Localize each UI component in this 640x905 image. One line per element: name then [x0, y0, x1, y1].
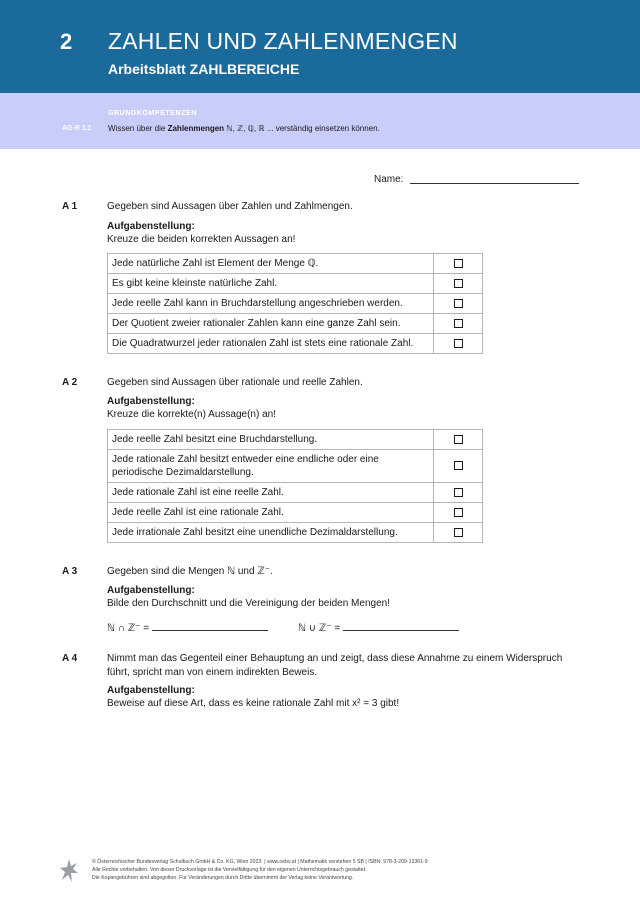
name-field[interactable]	[410, 183, 579, 184]
option-checkbox[interactable]	[454, 279, 463, 288]
task-a4-label: A 4	[62, 653, 78, 664]
intersection-input[interactable]	[152, 621, 268, 631]
task-a2-aufgabe-text: Kreuze die korrekte(n) Aussage(n) an!	[107, 409, 276, 420]
publisher-logo-icon	[60, 858, 78, 884]
task-a2-options-table	[107, 429, 483, 543]
task-a1-intro: Gegeben sind Aussagen über Zahlen und Zahlmengen.	[107, 201, 353, 212]
task-a4-aufgabe-title: Aufgabenstellung:	[107, 685, 195, 696]
task-a4-aufgabe-text: Beweise auf diese Art, dass es keine rationale Zahl mit x² = 3 gibt!	[107, 698, 400, 709]
option-text: Es gibt keine kleinste natürliche Zahl.	[108, 274, 434, 294]
task-a4-intro: Nimmt man das Gegenteil einer Behauptung an und zeigt, dass diese Annahme zu einem Widerspruch führt, spricht man von einem indirekten Beweis.	[107, 653, 563, 678]
option-checkbox[interactable]	[454, 339, 463, 348]
option-checkbox[interactable]	[454, 299, 463, 308]
option-text: Die Quadratwurzel jeder rationalen Zahl ist stets eine rationale Zahl.	[108, 334, 434, 354]
competency-heading: GRUNDKOMPETENZEN	[108, 110, 197, 117]
option-text: Jede reelle Zahl besitzt eine Bruchdarstellung.	[108, 430, 434, 450]
option-checkbox[interactable]	[454, 488, 463, 497]
option-row	[108, 503, 483, 523]
option-text: Der Quotient zweier rationaler Zahlen kann eine ganze Zahl sein.	[108, 314, 434, 334]
option-text: Jede irrationale Zahl besitzt eine unendliche Dezimaldarstellung.	[108, 523, 434, 543]
chapter-title: ZAHLEN UND ZAHLENMENGEN	[108, 28, 458, 54]
option-row	[108, 523, 483, 543]
name-label: Name:	[374, 174, 404, 185]
option-text: Jede rationale Zahl besitzt entweder eine endliche oder eine periodische Dezimaldarstellung.	[108, 450, 434, 483]
task-a1-aufgabe-text: Kreuze die beiden korrekten Aussagen an!	[107, 234, 296, 245]
task-a1-options-table	[107, 253, 483, 354]
option-row	[108, 274, 483, 294]
intersection-expression: ℕ ∩ ℤ⁻ =	[107, 623, 150, 634]
option-text: Jede reelle Zahl kann in Bruchdarstellung angeschrieben werden.	[108, 294, 434, 314]
task-a3-aufgabe-text: Bilde den Durchschnitt und die Vereinigung der beiden Mengen!	[107, 598, 390, 609]
competency-band	[0, 93, 640, 149]
option-row	[108, 334, 483, 354]
competency-code: AG-R 1.1	[62, 125, 92, 132]
task-a2-aufgabe-title: Aufgabenstellung:	[107, 396, 195, 407]
option-checkbox[interactable]	[454, 435, 463, 444]
task-a1-label: A 1	[62, 201, 78, 212]
option-row	[108, 450, 483, 483]
footer-line: © Österreichischer Bundesverlag Schulbuch GmbH & Co. KG, Wien 2023. | www.oebv.at | Mathematik verstehen 5 SB | ISBN: 978-3-209-12361-9	[92, 859, 428, 865]
option-checkbox[interactable]	[454, 528, 463, 537]
task-a1-aufgabe-title: Aufgabenstellung:	[107, 221, 195, 232]
option-text: Jede rationale Zahl ist eine reelle Zahl.	[108, 483, 434, 503]
option-row	[108, 254, 483, 274]
intersection-answer	[107, 621, 268, 634]
footer-copyright	[92, 858, 428, 882]
option-row	[108, 314, 483, 334]
union-answer	[298, 621, 459, 634]
task-a3-label: A 3	[62, 566, 78, 577]
page-header	[0, 0, 640, 93]
option-checkbox[interactable]	[454, 259, 463, 268]
union-input[interactable]	[343, 621, 459, 631]
option-text: Jede reelle Zahl ist eine rationale Zahl.	[108, 503, 434, 523]
footer-line: Alle Rechte vorbehalten. Von dieser Druckvorlage ist die Vervielfältigung für den eigenen Unterrichtsgebrauch gestattet.	[92, 867, 367, 873]
task-a3-intro: Gegeben sind die Mengen ℕ und ℤ⁻.	[107, 566, 273, 577]
option-checkbox[interactable]	[454, 508, 463, 517]
task-a2-label: A 2	[62, 377, 78, 388]
option-row	[108, 294, 483, 314]
option-checkbox[interactable]	[454, 461, 463, 470]
sheet-title: Arbeitsblatt ZAHLBEREICHE	[108, 61, 300, 77]
footer-line: Die Kopiergebühren sind abgegolten. Für Veränderungen durch Dritte übernimmt der Verlag keine Verantwortung.	[92, 875, 354, 881]
option-row	[108, 430, 483, 450]
chapter-number: 2	[60, 29, 73, 54]
task-a2-intro: Gegeben sind Aussagen über rationale und reelle Zahlen.	[107, 377, 363, 388]
competency-text: Wissen über die Zahlenmengen ℕ, ℤ, ℚ, ℝ ... verständig einsetzen können.	[108, 124, 380, 133]
option-row	[108, 483, 483, 503]
option-text: Jede natürliche Zahl ist Element der Menge ℚ.	[108, 254, 434, 274]
union-expression: ℕ ∪ ℤ⁻ =	[298, 623, 341, 634]
task-a3-aufgabe-title: Aufgabenstellung:	[107, 585, 195, 596]
option-checkbox[interactable]	[454, 319, 463, 328]
